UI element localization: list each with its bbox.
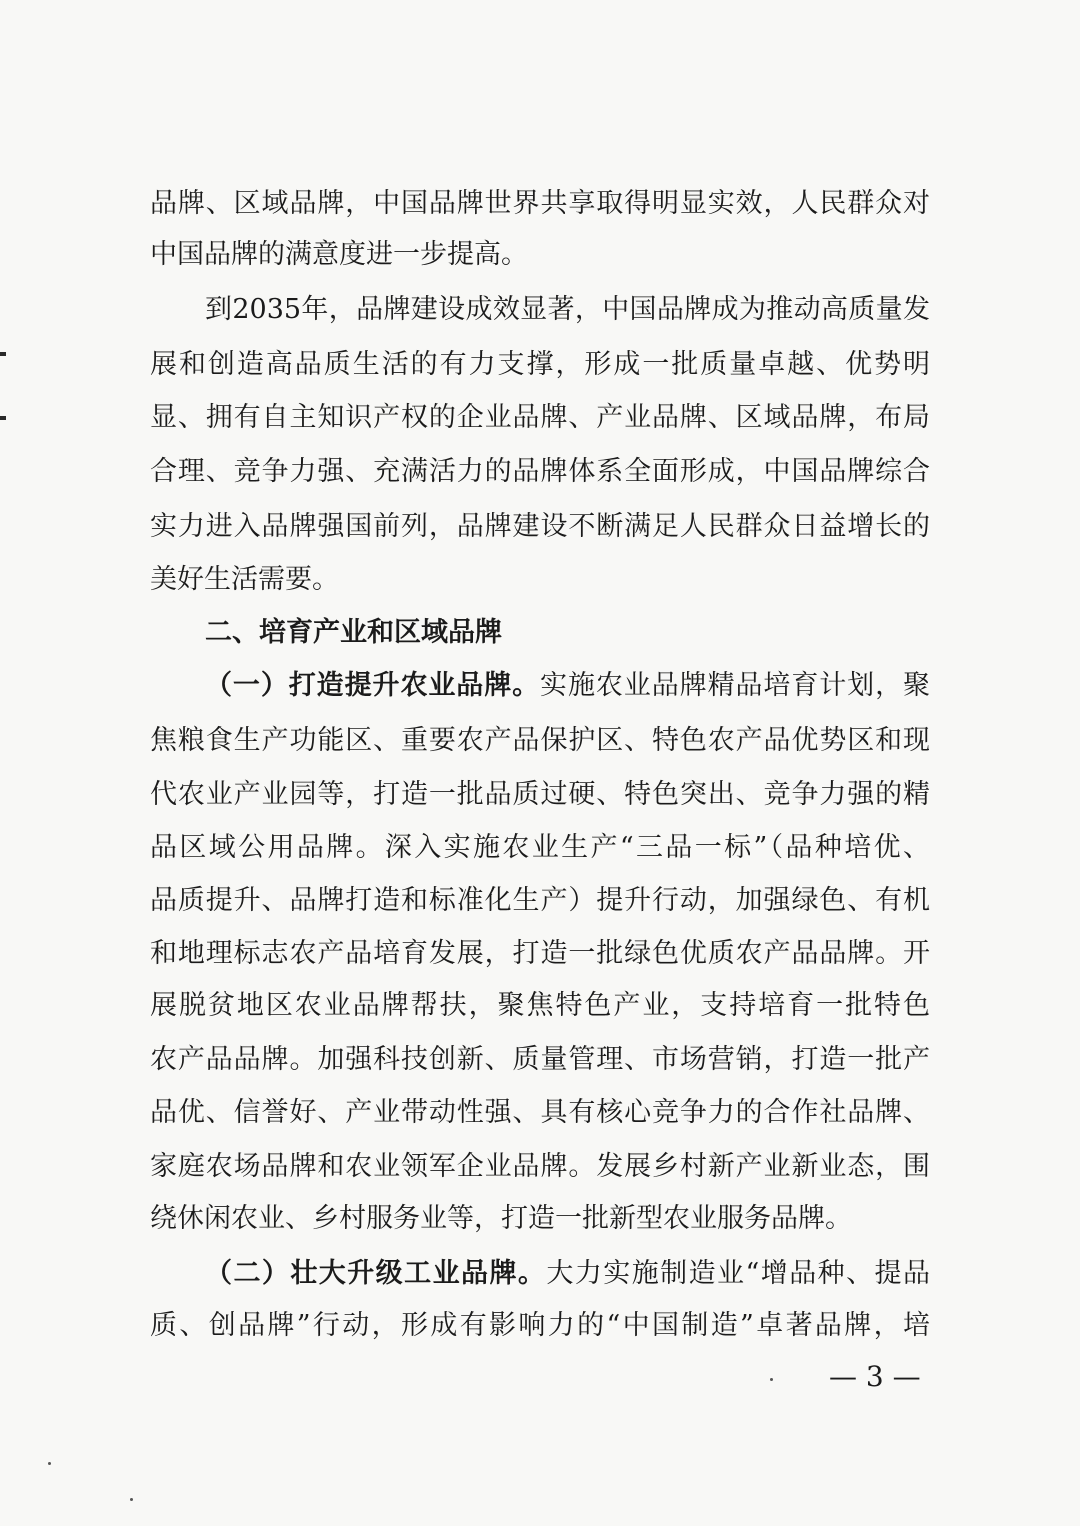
body-line: 品区域公用品牌。深入实施农业生产“三品一标”（品种培优、: [150, 832, 930, 863]
page-number: — 3 —: [829, 1360, 921, 1393]
scan-edge-mark: [0, 416, 6, 420]
body-line: 焦粮食生产功能区、重要农产品保护区、特色农产品优势区和现: [150, 725, 930, 756]
subsection-heading: （二）壮大升级工业品牌。: [205, 1258, 547, 1289]
body-line: 代农业产业园等，打造一批品质过硬、特色突出、竞争力强的精: [150, 779, 930, 810]
scan-edge-mark: [0, 352, 6, 356]
section-heading: 二、培育产业和区域品牌: [205, 617, 502, 648]
body-line: 品牌、区域品牌，中国品牌世界共享取得明显实效，人民群众对: [150, 188, 930, 219]
subsection-heading: （一）打造提升农业品牌。: [205, 670, 541, 701]
body-line: 显、拥有自主知识产权的企业品牌、产业品牌、区域品牌，布局: [150, 402, 930, 433]
body-line: 绕休闲农业、乡村服务业等，打造一批新型农业服务品牌。: [150, 1203, 852, 1234]
body-line: 合理、竞争力强、充满活力的品牌体系全面形成，中国品牌综合: [150, 456, 930, 487]
body-line: 美好生活需要。: [150, 564, 339, 595]
body-line: 中国品牌的满意度进一步提高。: [150, 239, 528, 270]
scan-speck: [770, 1378, 773, 1381]
body-line: 农产品品牌。加强科技创新、质量管理、市场营销，打造一批产: [150, 1044, 930, 1075]
body-line: 到2035年，品牌建设成效显著，中国品牌成为推动高质量发: [205, 294, 930, 325]
body-line: 展和创造高品质生活的有力支撑，形成一批质量卓越、优势明: [150, 349, 930, 380]
body-line: 和地理标志农产品培育发展，打造一批绿色优质农产品品牌。开: [150, 938, 930, 969]
paragraph-line: [205, 1254, 930, 1294]
body-line: 家庭农场品牌和农业领军企业品牌。发展乡村新产业新业态，围: [150, 1151, 930, 1182]
body-line: 品优、信誉好、产业带动性强、具有核心竞争力的合作社品牌、: [150, 1097, 930, 1128]
scan-speck: [48, 1462, 51, 1465]
body-line: 实力进入品牌强国前列，品牌建设不断满足人民群众日益增长的: [150, 511, 930, 542]
body-line: 实施农业品牌精品培育计划，聚: [540, 670, 930, 701]
body-line: 质、创品牌”行动，形成有影响力的“中国制造”卓著品牌，培: [150, 1310, 930, 1341]
scan-speck: [130, 1498, 133, 1501]
paragraph-line: [205, 666, 930, 706]
body-line: 大力实施制造业“增品种、提品: [546, 1258, 930, 1289]
body-line: 品质提升、品牌打造和标准化生产）提升行动，加强绿色、有机: [150, 885, 930, 916]
body-line: 展脱贫地区农业品牌帮扶，聚焦特色产业，支持培育一批特色: [150, 990, 930, 1021]
